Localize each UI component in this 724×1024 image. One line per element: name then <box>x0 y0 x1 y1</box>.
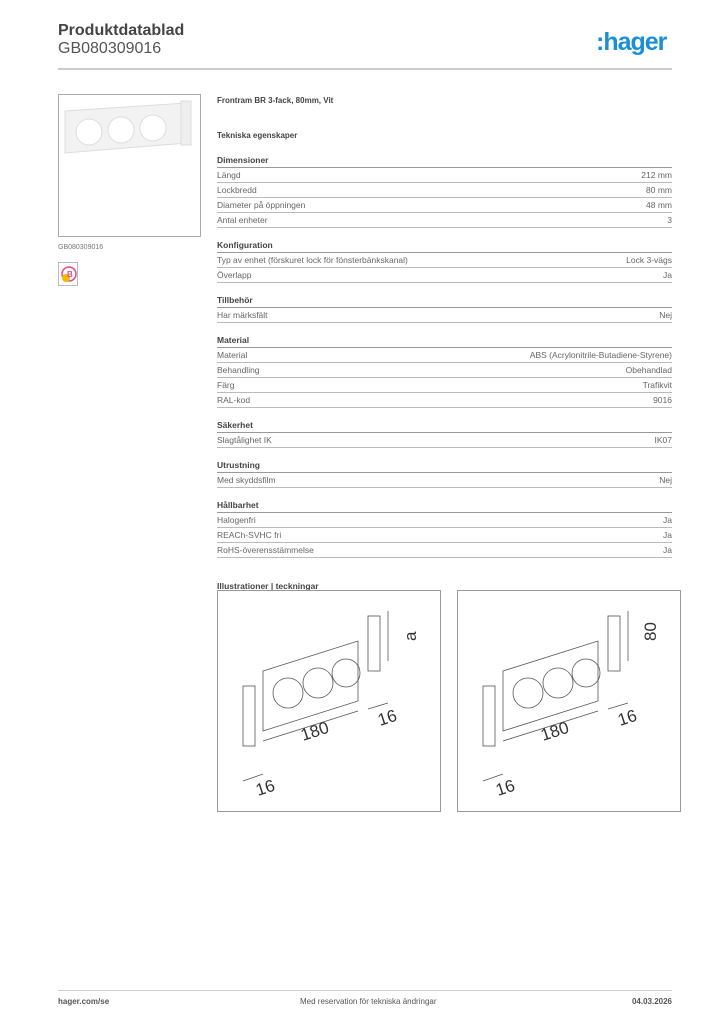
image-code: GB080309016 <box>58 244 104 251</box>
dim-length: 180 <box>298 717 332 745</box>
spec-value: Lock 3-vägs <box>626 255 672 265</box>
spec-label: Typ av enhet (förskuret lock för fönsterbänkskanal) <box>217 255 408 265</box>
section-title: Konfiguration <box>217 238 672 253</box>
footer-date: 04.03.2026 <box>631 997 672 1006</box>
spec-label: RAL-kod <box>217 395 251 405</box>
spec-column <box>217 94 672 591</box>
dim-height: a <box>401 631 420 641</box>
product-title: Frontram BR 3-fack, 80mm, Vit <box>217 96 334 105</box>
spec-row <box>217 253 672 268</box>
footer-site[interactable]: hager.com/se <box>58 997 110 1006</box>
tech-heading: Tekniska egenskaper <box>217 131 298 140</box>
spec-row <box>217 213 672 228</box>
spec-value: Obehandlad <box>625 365 672 375</box>
spec-row <box>217 393 672 408</box>
section-title: Material <box>217 333 672 348</box>
spec-row <box>217 378 672 393</box>
spec-value: 9016 <box>653 395 672 405</box>
spec-label: Diameter på öppningen <box>217 200 306 210</box>
spec-label: Antal enheter <box>217 215 268 225</box>
spec-value: 80 mm <box>646 185 672 195</box>
spec-section <box>217 458 672 488</box>
spec-value: Nej <box>659 310 672 320</box>
hager-logo: :hager <box>596 28 667 56</box>
spec-row <box>217 183 672 198</box>
spec-label: Halogenfri <box>217 515 256 525</box>
footer-note: Med reservation för tekniska ändringar <box>300 997 437 1006</box>
spec-section <box>217 238 672 283</box>
spec-label: Längd <box>217 170 241 180</box>
spec-label: Med skyddsfilm <box>217 475 276 485</box>
spec-value: Ja <box>663 545 672 555</box>
dim-height: 80 <box>641 622 660 641</box>
spec-row <box>217 198 672 213</box>
spec-row <box>217 513 672 528</box>
dim-end: 16 <box>493 775 518 800</box>
product-code: GB080309016 <box>58 40 162 57</box>
spec-value: ABS (Acrylonitrile-Butadiene-Styrene) <box>529 350 672 360</box>
header-divider <box>58 68 672 70</box>
spec-label: Överlapp <box>217 270 252 280</box>
drawing-1 <box>217 590 441 812</box>
spec-row <box>217 308 672 323</box>
illustrations-heading: Illustrationer | teckningar <box>217 581 319 591</box>
spec-section <box>217 333 672 408</box>
spec-label: Färg <box>217 380 235 390</box>
product-image <box>58 94 201 237</box>
spec-row <box>217 528 672 543</box>
section-title: Hållbarhet <box>217 498 672 513</box>
spec-row <box>217 348 672 363</box>
spec-row <box>217 268 672 283</box>
footer-divider <box>58 990 672 991</box>
dim-side: 16 <box>615 705 640 730</box>
spec-label: Material <box>217 350 248 360</box>
dim-side: 16 <box>375 705 400 730</box>
spec-label: Lockbredd <box>217 185 257 195</box>
spec-value: Ja <box>663 515 672 525</box>
spec-value: IK07 <box>654 435 672 445</box>
spec-label: Har märksfält <box>217 310 268 320</box>
spec-value: Trafikvit <box>642 380 672 390</box>
spec-section <box>217 418 672 448</box>
spec-row <box>217 543 672 558</box>
spec-label: REACh-SVHC fri <box>217 530 282 540</box>
spec-label: Slagtålighet IK <box>217 435 272 445</box>
spec-value: 3 <box>667 215 672 225</box>
dim-length: 180 <box>538 717 572 745</box>
page-title: Produktdatablad <box>58 22 185 39</box>
svg-text:B: B <box>67 270 73 279</box>
spec-label: RoHS-överensstämmelse <box>217 545 314 555</box>
spec-row <box>217 168 672 183</box>
spec-row <box>217 473 672 488</box>
spec-row <box>217 433 672 448</box>
section-title: Dimensioner <box>217 153 672 168</box>
spec-value: 48 mm <box>646 200 672 210</box>
section-title: Tillbehör <box>217 293 672 308</box>
spec-value: 212 mm <box>641 170 672 180</box>
spec-label: Behandling <box>217 365 260 375</box>
dim-end: 16 <box>253 775 278 800</box>
spec-row <box>217 363 672 378</box>
spec-value: Ja <box>663 270 672 280</box>
section-title: Utrustning <box>217 458 672 473</box>
spec-value: Ja <box>663 530 672 540</box>
spec-section <box>217 498 672 558</box>
spec-section <box>217 153 672 228</box>
spec-section <box>217 293 672 323</box>
section-title: Säkerhet <box>217 418 672 433</box>
drawing-2 <box>457 590 681 812</box>
pvc-free-badge-icon <box>58 262 78 286</box>
spec-value: Nej <box>659 475 672 485</box>
